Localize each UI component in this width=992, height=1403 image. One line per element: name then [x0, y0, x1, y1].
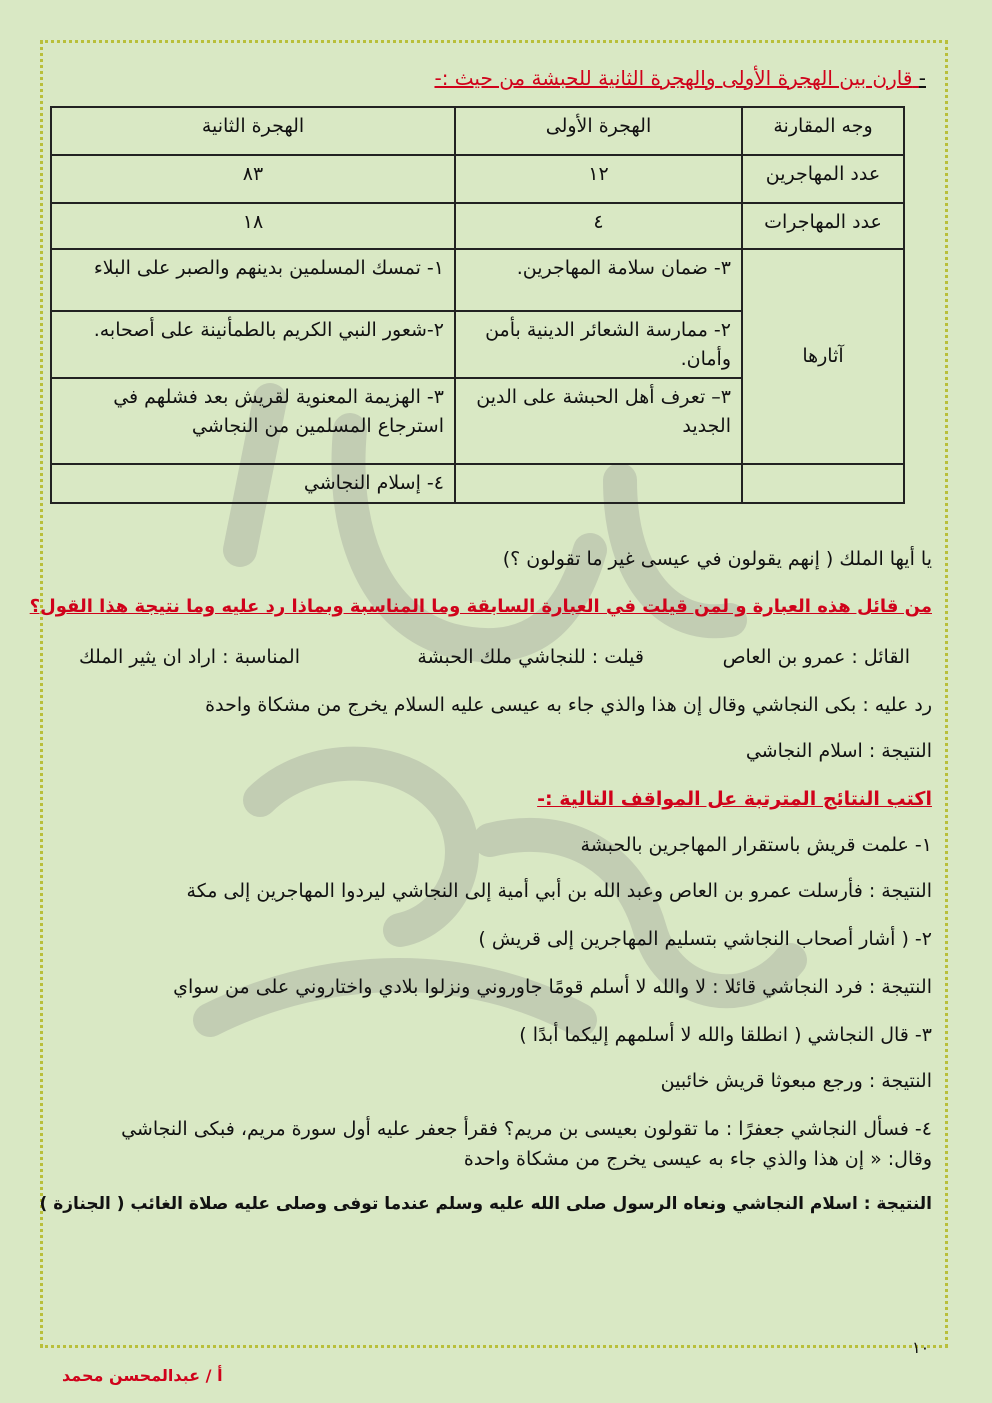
list-item: ١- علمت قريش باستقرار المهاجرين بالحبشة	[580, 834, 932, 856]
comparison-table	[50, 106, 905, 504]
row-first-value: ١٢	[455, 155, 742, 203]
table-header-row	[51, 107, 904, 155]
list-item: ٢- ( أشار أصحاب النجاشي بتسليم المهاجرين إلى قريش )	[478, 928, 932, 950]
answer-result: النتيجة : اسلام النجاشي	[745, 740, 932, 762]
answer-addressee: قيلت : للنجاشي ملك الحبشة	[417, 646, 644, 668]
row-first-value: ٤	[455, 203, 742, 249]
row-aspect: عدد المهاجرات	[742, 203, 904, 249]
list-item: النتيجة : فرد النجاشي قائلا : لا والله لا أسلم قومًا جاوروني ونزلوا بلادي واختاروني على من سواي	[173, 976, 932, 998]
table-row	[51, 203, 904, 249]
header-second-migration: الهجرة الثانية	[51, 107, 455, 155]
header-first-migration: الهجرة الأولى	[455, 107, 742, 155]
row-second-value: ٨٣	[51, 155, 455, 203]
heading-text: قارن بين الهجرة الأولى والهجرة الثانية للحبشة من حيث :-	[434, 66, 913, 90]
effects-label-continued	[742, 464, 904, 503]
list-item: ٣- قال النجاشي ( انطلقا والله لا أسلمهم إليكما أبدًا )	[519, 1024, 932, 1046]
table-row	[51, 155, 904, 203]
effect-first	[455, 464, 742, 503]
list-item: ٤- فسأل النجاشي جعفرًا : ما تقولون بعيسى بن مريم؟ فقرأ جعفر عليه أول سورة مريم، فبكى النجاشي	[121, 1118, 932, 1140]
row-second-value: ١٨	[51, 203, 455, 249]
effect-second: ١- تمسك المسلمين بدينهم والصبر على البلاء	[51, 249, 455, 311]
effect-second: ٣- الهزيمة المعنوية لقريش بعد فشلهم في استرجاع المسلمين من النجاشي	[51, 378, 455, 464]
list-item: النتيجة : ورجع مبعوثا قريش خائبين	[660, 1070, 932, 1092]
comparison-heading	[434, 66, 926, 90]
quote-line: يا أيها الملك ( إنهم يقولون في عيسى غير ما تقولون ؟)	[502, 548, 932, 570]
effect-second: ٢-شعور النبي الكريم بالطمأنينة على أصحابه.	[51, 311, 455, 378]
results-heading: اكتب النتائج المترتبة عل المواقف التالية :-	[537, 788, 932, 810]
final-result: النتيجة : اسلام النجاشي ونعاه الرسول صلى الله عليه وسلم عندما توفى وصلى عليه صلاة الغائب ( الجنازة )	[39, 1194, 932, 1214]
answer-occasion: المناسبة : اراد ان يثير الملك	[78, 646, 300, 668]
heading-dash: -	[918, 66, 926, 90]
question-line: من قائل هذه العبارة و لمن قيلت في العبارة السابقة وما المناسبة وبماذا رد عليه وما نتيجة هذا القول؟	[29, 596, 932, 617]
list-item: النتيجة : فأرسلت عمرو بن العاص وعبد الله بن أبي أمية إلى النجاشي ليردوا المهاجرين إلى مكة	[186, 880, 932, 902]
answer-speaker: القائل : عمرو بن العاص	[722, 646, 910, 668]
answer-reply: رد عليه : بكى النجاشي وقال إن هذا والذي جاء به عيسى عليه السلام يخرج من مشكاة واحدة	[205, 694, 932, 716]
effect-first: ٣– تعرف أهل الحبشة على الدين الجديد	[455, 378, 742, 464]
list-item: وقال: « إن هذا والذي جاء به عيسى يخرج من مشكاة واحدة	[463, 1148, 932, 1170]
table-row	[51, 464, 904, 503]
header-aspect: وجه المقارنة	[742, 107, 904, 155]
page-number: ١٠	[912, 1338, 930, 1357]
effect-first: ٣- ضمان سلامة المهاجرين.	[455, 249, 742, 311]
table-row	[51, 249, 904, 311]
effect-first: ٢- ممارسة الشعائر الدينية بأمن وأمان.	[455, 311, 742, 378]
author-signature: أ / عبدالمحسن محمد	[62, 1366, 223, 1385]
row-aspect: عدد المهاجرين	[742, 155, 904, 203]
effects-label: آثارها	[742, 249, 904, 464]
effect-second: ٤- إسلام النجاشي	[51, 464, 455, 503]
